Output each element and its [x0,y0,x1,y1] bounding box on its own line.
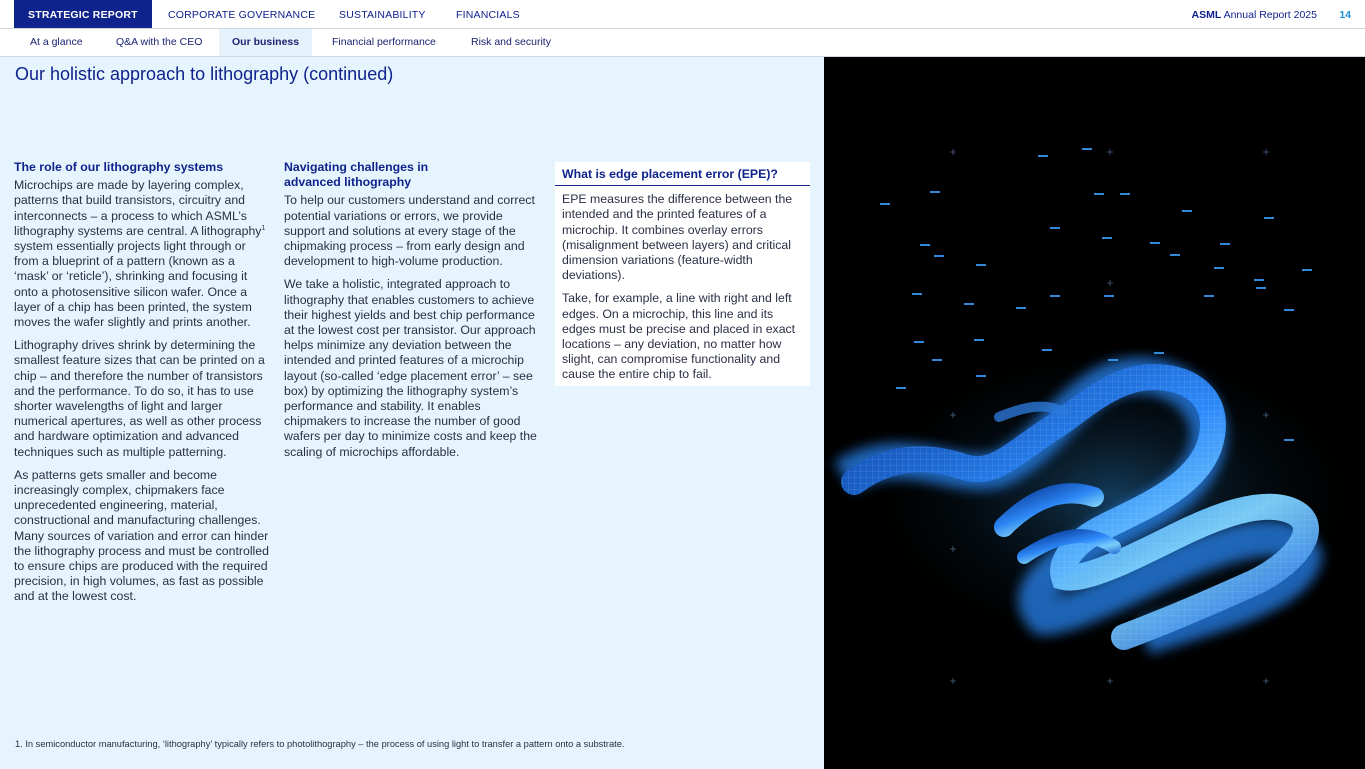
footnote: 1. In semiconductor manufacturing, ‘lithography’ typically refers to photolithography – the process of using light to transfer a pattern onto a substrate. [15,739,625,749]
page-number: 14 [1339,9,1351,21]
paragraph [14,178,272,330]
page-title: Our holistic approach to lithography (continued) [15,64,394,84]
top-navigation [0,0,1365,29]
tab-sustainability[interactable]: SUSTAINABILITY [339,9,426,21]
section-heading: Navigating challenges in advanced lithography [284,160,429,190]
tab-corporate-governance[interactable]: CORPORATE GOVERNANCE [168,9,316,21]
paragraph-text: Microchips are made by layering complex, patterns that build transistors, circuitry and interconnects – a process to which ASML’s lithography systems are central. A lithography [14,178,262,238]
content-panel [0,57,824,769]
report-title [1192,0,1318,28]
subnav-our-business[interactable]: Our business [219,29,312,56]
lithography-wafer-illustration [824,57,1365,769]
sub-navigation [0,29,1365,57]
tab-strategic-report[interactable]: STRATEGIC REPORT [14,0,152,28]
paragraph: As patterns gets smaller and become increasingly complex, chipmakers face unprecedented engineering, material, constructional and manufacturing challenges. Many sources of variation and error can hinder the lithography process and must be controlled to ensure chips are produced with the required precision, in high volumes, as fast as possible and at the lowest cost. [14,467,269,604]
paragraph: Lithography drives shrink by determining the smallest feature sizes that can be printed on a chip – and therefore the number of transistors and the performance. To do so, it has to use shorter wavelengths of light and larger numerical apertures, as well as other process and hardware optimization and advanced techniques such as multiple patterning. [14,338,265,459]
subnav-qa-with-ceo[interactable]: Q&A with the CEO [116,36,203,48]
subnav-at-a-glance[interactable]: At a glance [30,36,83,48]
column-lithography-systems [14,160,272,613]
column-navigating-challenges [284,160,544,468]
glowing-circuit-image [824,57,1365,769]
box-body [555,186,810,382]
paragraph: To help our customers understand and correct potential variations or errors, we provide support and solutions at every stage of the chipmaking process – from early design and development to high-volume production. [284,193,535,269]
box-heading: What is edge placement error (EPE)? [555,162,810,186]
paragraph: Take, for example, a line with right and left edges. On a microchip, this line and its edges must be precise and placed in exact locations – any deviation, no matter how slight, can compromise functionality and cause the entire chip to fail. [562,291,796,382]
paragraph: EPE measures the difference between the intended and the printed features of a microchip. It combines overlay errors (misalignment between layers) and critical dimension variations (feature-width deviations). [562,192,793,283]
brand-name: ASML [1191,9,1222,21]
paragraph: We take a holistic, integrated approach to lithography that enables customers to achieve their highest yields and best chip performance at the lowest cost per transistor. Our approach helps minimize any deviation between the intended and printed features of a microchip layout (so-called ‘edge placement error’ – see box) by optimizing the lithography system’s performance and stability. It enables chipmakers to increase the number of good wafers per day to minimize costs and keep the scaling of microchips affordable. [284,277,537,459]
footnote-ref[interactable]: 1 [261,224,266,232]
paragraph-text: system essentially projects light through or from a blueprint of a pattern (known as a ‘mask’ or ‘reticle’), shrinking and focusing it onto a photosensitive silicon wafer. Once a layer of a chip has been printed, the system moves the wafer slightly and prints another. [14,239,252,330]
subnav-financial-performance[interactable]: Financial performance [332,36,436,48]
epe-info-box [555,162,810,386]
section-heading: The role of our lithography systems [14,160,224,174]
report-name: Annual Report 2025 [1221,9,1317,21]
tab-financials[interactable]: FINANCIALS [456,9,520,21]
subnav-risk-and-security[interactable]: Risk and security [471,36,551,48]
